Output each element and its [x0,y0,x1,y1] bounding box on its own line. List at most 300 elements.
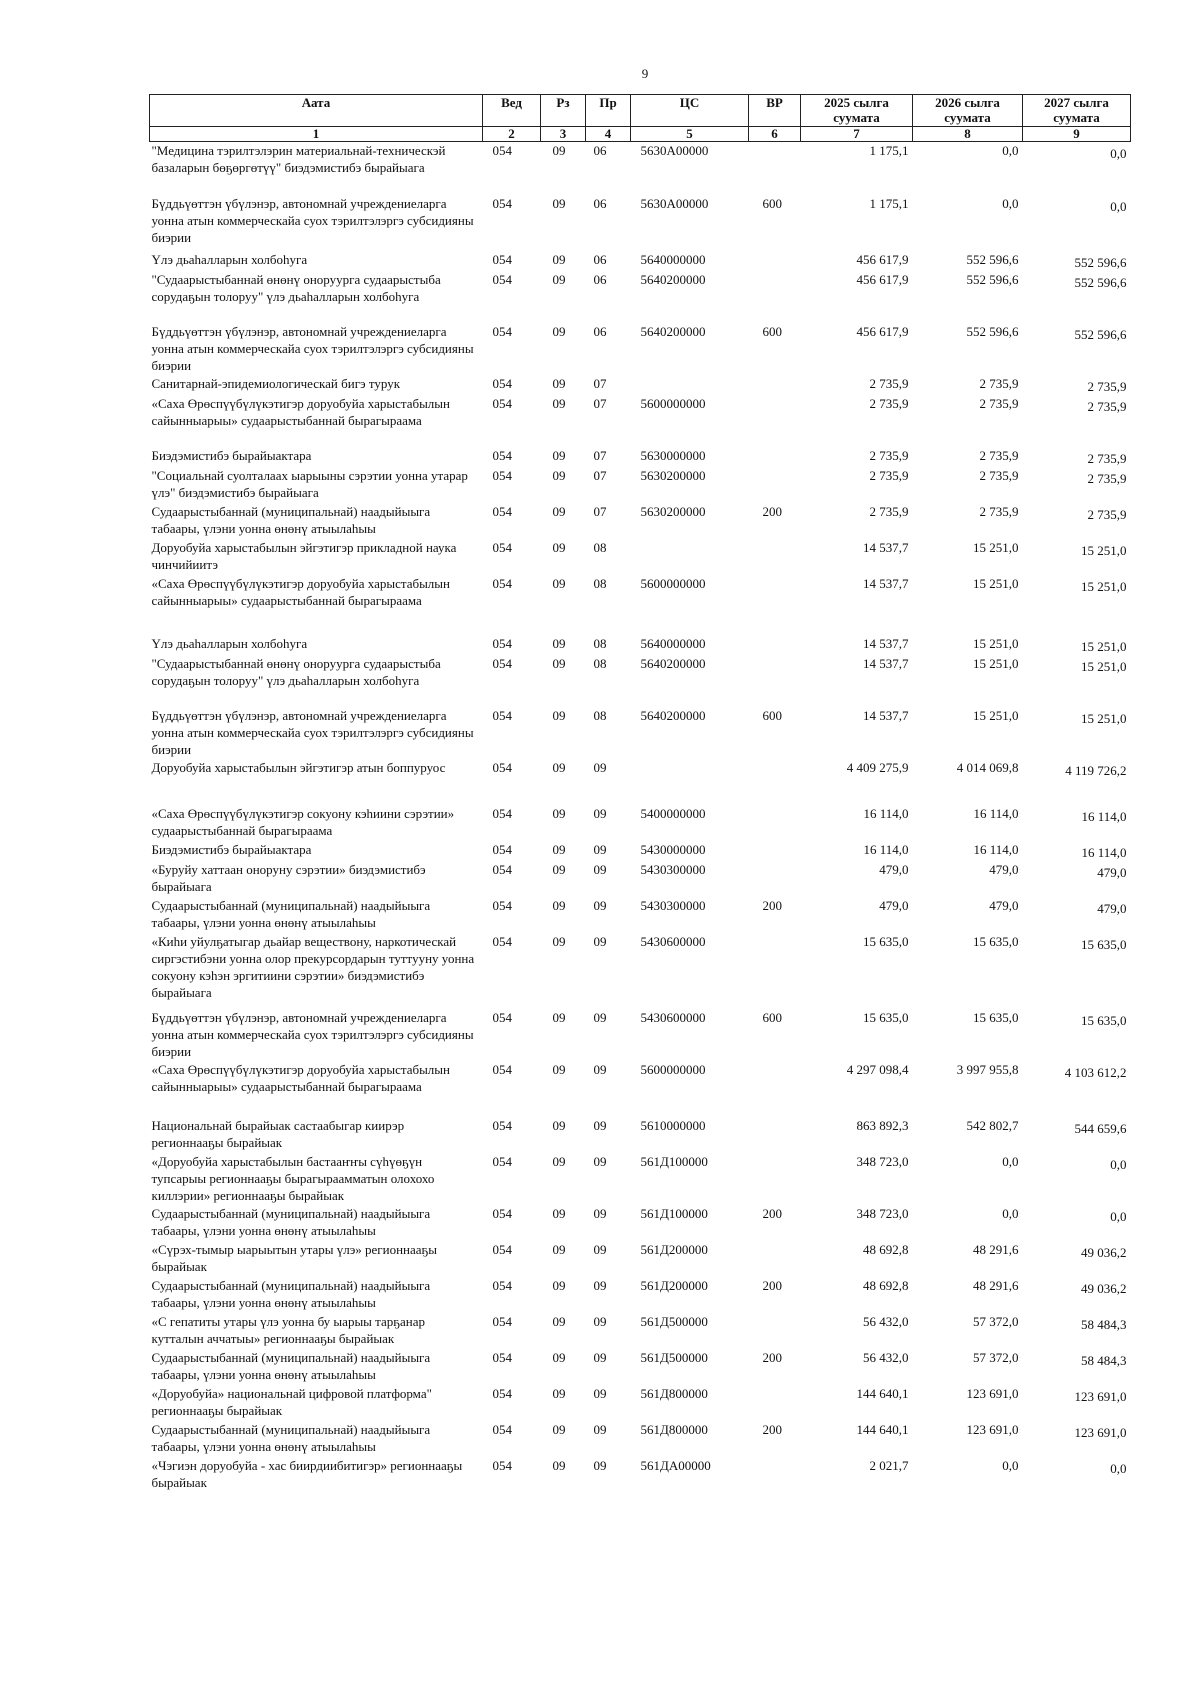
cell-v2: 0,0 [1002,195,1019,211]
table-row [150,467,1131,503]
cell-v3: 58 484,3 [1081,1316,1127,1332]
cell-rz: 09 [552,1349,566,1365]
cell-pr: 09 [593,1277,607,1293]
cell-vr [749,1153,801,1205]
cell-cs [631,759,749,805]
cell-pr: 06 [593,271,607,287]
cell-pr: 06 [593,323,607,339]
cell-name: Биэдэмистибэ бырайыактара [151,447,312,463]
cell-v2: 2 735,9 [979,503,1019,519]
table-body [150,142,1131,1497]
cell-ved: 054 [492,1385,512,1401]
cell-rz: 09 [552,635,566,651]
cell-v3: 16 114,0 [1081,844,1127,860]
cell-v3: 0,0 [1110,198,1127,214]
cell-v3: 16 114,0 [1081,808,1127,824]
cell-pr: 09 [593,1205,607,1221]
cell-v2: 16 114,0 [973,841,1019,857]
cell-vr [749,933,801,1009]
cell-v3: 49 036,2 [1081,1244,1127,1260]
header-name: Аата [150,95,483,127]
cell-pr: 08 [593,575,607,591]
cell-ved: 054 [492,655,512,671]
cell-v2: 123 691,0 [966,1385,1019,1401]
table-row [150,861,1131,897]
cell-name: "Судаарыстыбаннай өнөнү оноруурга судаарыстыба сорудаҕын толоруу" үлэ дьаһалларын холбоһуга [151,271,441,304]
cell-ved: 054 [492,635,512,651]
cell-v1: 15 635,0 [863,933,909,949]
cell-vr: 200 [762,503,782,519]
cell-v3: 2 735,9 [1087,506,1127,522]
cell-v1: 456 617,9 [856,251,909,267]
table-header-row [150,95,1131,127]
cell-v1: 456 617,9 [856,323,909,339]
cell-pr: 08 [593,635,607,651]
cell-v3: 544 659,6 [1074,1120,1127,1136]
cell-v1: 2 735,9 [869,503,909,519]
cell-name: Судаарыстыбаннай (муниципальнай) наадыйыыга табаары, үлэни уонна өнөнү атыылаһыы [151,1277,431,1310]
cell-vr [749,861,801,897]
table-row [150,759,1131,805]
cell-pr: 07 [593,503,607,519]
cell-name: «Саха Өрөспүүбүлүкэтигэр доруобуйа харыстабылын сайынныарыы» судаарыстыбаннай бырагыраама [151,575,450,608]
cell-v2: 16 114,0 [973,805,1019,821]
cell-rz: 09 [552,1117,566,1133]
cell-v2: 3 997 955,8 [956,1061,1019,1077]
cell-cs: 561Д800000 [640,1385,708,1401]
cell-cs: 5400000000 [640,805,706,821]
cell-name: Доруобуйа харыстабылын эйгэтигэр прикладной наука чинчийиитэ [151,539,457,572]
cell-rz: 09 [552,707,566,723]
cell-v3: 15 251,0 [1081,710,1127,726]
cell-ved: 054 [492,1313,512,1329]
cell-vr: 600 [762,195,782,211]
column-number: 9 [1023,127,1131,142]
cell-cs: 5630А00000 [640,143,709,158]
cell-v2: 0,0 [1002,1205,1019,1221]
table-row [150,1117,1131,1153]
cell-v1: 144 640,1 [856,1421,909,1437]
cell-vr [749,447,801,467]
cell-vr [749,805,801,841]
cell-v2: 2 735,9 [979,447,1019,463]
cell-v3: 15 251,0 [1081,638,1127,654]
cell-v2: 552 596,6 [966,251,1019,267]
cell-cs: 561Д500000 [640,1349,708,1365]
table-row [150,142,1131,195]
cell-v3: 2 735,9 [1087,470,1127,486]
table-row [150,655,1131,707]
cell-rz: 09 [552,933,566,949]
cell-rz: 09 [552,1241,566,1257]
cell-v1: 479,0 [879,897,909,913]
cell-vr [749,142,801,195]
cell-cs: 561Д800000 [640,1421,708,1437]
cell-v3: 2 735,9 [1087,398,1127,414]
cell-cs: 5430000000 [640,841,706,857]
cell-cs: 5600000000 [640,395,706,411]
cell-vr [749,1385,801,1421]
cell-pr: 09 [593,1117,607,1133]
cell-v2: 15 251,0 [973,707,1019,723]
cell-ved: 054 [492,841,512,857]
cell-vr: 600 [762,1009,782,1025]
cell-cs: 561Д100000 [640,1205,708,1221]
table-row [150,1313,1131,1349]
cell-pr: 07 [593,467,607,483]
table-row [150,841,1131,861]
cell-cs [631,375,749,395]
table-row [150,1277,1131,1313]
cell-v1: 15 635,0 [863,1009,909,1025]
cell-rz: 09 [552,1421,566,1437]
column-number: 2 [483,127,541,142]
cell-v2: 552 596,6 [966,271,1019,287]
cell-cs: 5430300000 [640,861,706,877]
cell-rz: 09 [552,1153,566,1169]
table-row [150,933,1131,1009]
cell-cs: 5430600000 [640,1009,706,1025]
table-row [150,805,1131,841]
cell-cs: 5600000000 [640,575,706,591]
header-rz: Рз [541,95,586,127]
cell-v3: 49 036,2 [1081,1280,1127,1296]
header-vr: ВР [749,95,801,127]
cell-name: «Сүрэх-тымыр ыарыытын утары үлэ» регионнааҕы бырайыак [151,1241,437,1274]
cell-v3: 15 251,0 [1081,578,1127,594]
cell-vr [749,271,801,323]
cell-cs: 5640000000 [640,635,706,651]
cell-v2: 15 251,0 [973,635,1019,651]
cell-cs: 561Д100000 [640,1153,708,1169]
cell-vr [749,375,801,395]
cell-rz: 09 [552,1061,566,1077]
cell-v1: 2 021,7 [869,1457,909,1473]
cell-name: Биэдэмистибэ бырайыактара [151,841,312,857]
cell-name: Судаарыстыбаннай (муниципальнай) наадыйыыга табаары, үлэни уонна өнөнү атыылаһыы [151,503,431,536]
cell-cs: 5640200000 [640,655,706,671]
header-2025: 2025 сылга суумата [801,95,913,127]
table-row [150,1421,1131,1457]
cell-v1: 14 537,7 [863,655,909,671]
cell-rz: 09 [552,323,566,339]
cell-rz: 09 [552,759,566,775]
cell-pr: 08 [593,707,607,723]
cell-v3: 2 735,9 [1087,450,1127,466]
cell-ved: 054 [492,575,512,591]
cell-v2: 2 735,9 [979,467,1019,483]
cell-v3: 123 691,0 [1074,1388,1127,1404]
cell-v3: 552 596,6 [1074,254,1127,270]
cell-v1: 48 692,8 [863,1241,909,1257]
cell-rz: 09 [552,395,566,411]
cell-v3: 0,0 [1110,146,1127,161]
cell-v2: 15 251,0 [973,575,1019,591]
cell-vr: 200 [762,1421,782,1437]
cell-cs: 561ДА00000 [640,1457,711,1473]
cell-vr [749,1457,801,1497]
cell-rz: 09 [552,655,566,671]
cell-vr [749,395,801,447]
table-row [150,575,1131,635]
cell-rz: 09 [552,1457,566,1473]
cell-name: Судаарыстыбаннай (муниципальнай) наадыйыыга табаары, үлэни уонна өнөнү атыылаһыы [151,1205,431,1238]
column-number: 1 [150,127,483,142]
cell-rz: 09 [552,1205,566,1221]
header-pr: Пр [586,95,631,127]
cell-name: Доруобуйа харыстабылын эйгэтигэр атын боппуруос [151,759,446,775]
cell-v2: 48 291,6 [973,1277,1019,1293]
cell-v3: 4 103 612,2 [1064,1064,1127,1080]
cell-rz: 09 [552,1009,566,1025]
budget-table [149,94,1131,1497]
table-row [150,539,1131,575]
cell-cs: 561Д200000 [640,1277,708,1293]
cell-rz: 09 [552,897,566,913]
cell-cs: 5600000000 [640,1061,706,1077]
cell-v1: 14 537,7 [863,707,909,723]
cell-ved: 054 [492,143,512,158]
cell-name: Бүддьүөттэн үбүлэнэр, автономнай учреждениеларга уонна атын коммерческайа суох тэрилтэлэргэ субсидияны биэрии [151,323,474,373]
cell-pr: 06 [593,143,607,158]
header-cs: ЦС [631,95,749,127]
cell-v1: 56 432,0 [863,1349,909,1365]
cell-rz: 09 [552,251,566,267]
cell-v1: 144 640,1 [856,1385,909,1401]
table-row [150,1153,1131,1205]
cell-ved: 054 [492,375,512,391]
cell-ved: 054 [492,503,512,519]
cell-vr [749,1241,801,1277]
cell-cs: 5640000000 [640,251,706,267]
cell-v2: 2 735,9 [979,375,1019,391]
cell-cs: 5630000000 [640,447,706,463]
cell-v1: 14 537,7 [863,635,909,651]
cell-name: Судаарыстыбаннай (муниципальнай) наадыйыыга табаары, үлэни уонна өнөнү атыылаһыы [151,1349,431,1382]
cell-v2: 15 251,0 [973,655,1019,671]
cell-pr: 09 [593,1421,607,1437]
table-row [150,271,1131,323]
column-number: 6 [749,127,801,142]
cell-pr: 07 [593,447,607,463]
cell-vr [749,841,801,861]
cell-ved: 054 [492,1153,512,1169]
cell-v3: 15 635,0 [1081,1012,1127,1028]
cell-v1: 2 735,9 [869,467,909,483]
cell-v2: 479,0 [989,897,1019,913]
cell-pr: 09 [593,1009,607,1025]
cell-name: Бүддьүөттэн үбүлэнэр, автономнай учреждениеларга уонна атын коммерческайа суох тэрилтэлэргэ субсидияны биэрии [151,195,474,245]
table-row [150,1457,1131,1497]
cell-name: Үлэ дьаһалларын холбоһуга [151,251,308,267]
cell-rz: 09 [552,447,566,463]
cell-v1: 863 892,3 [856,1117,909,1133]
cell-ved: 054 [492,1277,512,1293]
cell-v2: 15 251,0 [973,539,1019,555]
cell-v2: 2 735,9 [979,395,1019,411]
cell-ved: 054 [492,195,512,211]
header-ved: Вед [483,95,541,127]
cell-rz: 09 [552,271,566,287]
cell-cs: 5610000000 [640,1117,706,1133]
cell-ved: 054 [492,759,512,775]
cell-name: Санитарнай-эпидемиологическай бигэ турук [151,375,401,391]
cell-cs: 5630А00000 [640,195,709,211]
cell-v2: 4 014 069,8 [956,759,1019,775]
cell-pr: 09 [593,1457,607,1473]
cell-name: «Саха Өрөспүүбүлүкэтигэр сокуону кэһиини сэрэтии» судаарыстыбаннай бырагыраама [151,805,455,838]
cell-v3: 15 635,0 [1081,936,1127,952]
cell-vr [749,635,801,655]
cell-ved: 054 [492,539,512,555]
cell-name: "Медицина тэрилтэлэрин материальнай-техническэй базаларын бөҕөргөтүү" биэдэмистибэ бырайыага [151,143,446,175]
cell-vr: 600 [762,323,782,339]
cell-v1: 2 735,9 [869,395,909,411]
cell-v3: 0,0 [1110,1208,1127,1224]
cell-rz: 09 [552,539,566,555]
table-row [150,635,1131,655]
cell-cs: 5640200000 [640,271,706,287]
cell-name: «Чэгиэн доруобуйа - хас биирдиибитигэр» регионнааҕы бырайыак [151,1457,463,1490]
cell-v1: 1 175,1 [869,143,909,158]
cell-ved: 054 [492,897,512,913]
cell-ved: 054 [492,271,512,287]
cell-vr [749,1061,801,1117]
table-row [150,323,1131,375]
cell-ved: 054 [492,395,512,411]
cell-ved: 054 [492,707,512,723]
cell-vr: 600 [762,707,782,723]
cell-rz: 09 [552,1385,566,1401]
cell-v2: 552 596,6 [966,323,1019,339]
cell-rz: 09 [552,1277,566,1293]
cell-vr: 200 [762,1205,782,1221]
cell-pr: 09 [593,897,607,913]
cell-v1: 14 537,7 [863,575,909,591]
cell-ved: 054 [492,1349,512,1365]
cell-rz: 09 [552,575,566,591]
cell-ved: 054 [492,1457,512,1473]
cell-vr: 200 [762,897,782,913]
cell-pr: 09 [593,933,607,949]
cell-rz: 09 [552,805,566,821]
cell-v3: 4 119 726,2 [1065,762,1127,778]
cell-pr: 06 [593,251,607,267]
cell-rz: 09 [552,375,566,391]
cell-v3: 479,0 [1097,864,1127,880]
cell-v1: 48 692,8 [863,1277,909,1293]
cell-pr: 09 [593,759,607,775]
cell-pr: 09 [593,841,607,857]
cell-v2: 48 291,6 [973,1241,1019,1257]
cell-vr [749,1313,801,1349]
table-row [150,897,1131,933]
cell-v3: 15 251,0 [1081,542,1127,558]
cell-v3: 552 596,6 [1074,274,1127,290]
cell-v3: 479,0 [1097,900,1127,916]
cell-cs: 5430300000 [640,897,706,913]
cell-name: «Доруобуйа» национальнай цифровой платформа" регионнааҕы бырайыак [151,1385,432,1418]
table-row [150,395,1131,447]
header-2027: 2027 сылга суумата [1023,95,1131,127]
cell-v2: 123 691,0 [966,1421,1019,1437]
table-row [150,1349,1131,1385]
table-row [150,195,1131,251]
cell-name: Национальнай бырайыак састаабыгар киирэр регионнааҕы бырайыак [151,1117,405,1150]
cell-rz: 09 [552,1313,566,1329]
column-number: 3 [541,127,586,142]
cell-name: «Доруобуйа харыстабылын бастааҥҥы сүһүөҕүн тупсарыы регионнааҕы бырагыраамматын олохохо киллэрии» регионнааҕы бырайыак [151,1153,435,1203]
table-row [150,707,1131,759]
cell-ved: 054 [492,323,512,339]
cell-vr [749,467,801,503]
cell-vr [749,575,801,635]
cell-pr: 08 [593,539,607,555]
cell-vr: 200 [762,1349,782,1365]
cell-ved: 054 [492,1205,512,1221]
cell-ved: 054 [492,1117,512,1133]
cell-v1: 56 432,0 [863,1313,909,1329]
cell-name: "Социальнай суолталаах ыарыыны сэрэтии уонна утарар үлэ" биэдэмистибэ бырайыага [151,467,468,500]
cell-ved: 054 [492,861,512,877]
cell-ved: 054 [492,467,512,483]
cell-ved: 054 [492,251,512,267]
table-row [150,1241,1131,1277]
cell-pr: 09 [593,1061,607,1077]
table-row [150,503,1131,539]
cell-v1: 4 297 098,4 [846,1061,909,1077]
cell-name: Судаарыстыбаннай (муниципальнай) наадыйыыга табаары, үлэни уонна өнөнү атыылаһыы [151,1421,431,1454]
cell-name: «Киһи уйулҕатыгар дьайар веществону, наркотическай сиргэстибэни уонна олор прекурсордарын туттууну уонна сокуону кэһэн эргитиини сэрэтии» биэдэмистибэ бырайыага [151,933,475,1000]
cell-pr: 09 [593,1313,607,1329]
cell-vr [749,1117,801,1153]
cell-cs: 561Д500000 [640,1313,708,1329]
cell-cs: 5430600000 [640,933,706,949]
cell-v3: 123 691,0 [1074,1424,1127,1440]
cell-pr: 06 [593,195,607,211]
cell-v2: 57 372,0 [973,1313,1019,1329]
cell-name: «Саха Өрөспүүбүлүкэтигэр доруобуйа харыстабылын сайынныарыы» судаарыстыбаннай бырагыраама [151,395,450,428]
cell-ved: 054 [492,1421,512,1437]
cell-cs: 5630200000 [640,503,706,519]
cell-pr: 09 [593,861,607,877]
cell-v2: 0,0 [1002,1153,1019,1169]
cell-ved: 054 [492,1061,512,1077]
cell-v2: 479,0 [989,861,1019,877]
cell-rz: 09 [552,143,566,158]
cell-v2: 542 802,7 [966,1117,1019,1133]
cell-v3: 15 251,0 [1081,658,1127,674]
cell-v1: 4 409 275,9 [846,759,909,775]
cell-ved: 054 [492,1009,512,1025]
cell-vr [749,655,801,707]
header-2026: 2026 сылга суумата [913,95,1023,127]
cell-cs: 5630200000 [640,467,706,483]
cell-pr: 09 [593,805,607,821]
cell-v1: 2 735,9 [869,447,909,463]
cell-v1: 16 114,0 [863,841,909,857]
cell-rz: 09 [552,195,566,211]
cell-v3: 0,0 [1110,1156,1127,1172]
cell-name: Бүддьүөттэн үбүлэнэр, автономнай учреждениеларга уонна атын коммерческайа суох тэрилтэлэргэ субсидияны биэрии [151,1009,474,1059]
column-number: 4 [586,127,631,142]
cell-pr: 09 [593,1349,607,1365]
cell-ved: 054 [492,447,512,463]
cell-rz: 09 [552,467,566,483]
cell-v1: 348 723,0 [856,1153,909,1169]
cell-cs: 5640200000 [640,323,706,339]
cell-v1: 1 175,1 [869,195,909,211]
